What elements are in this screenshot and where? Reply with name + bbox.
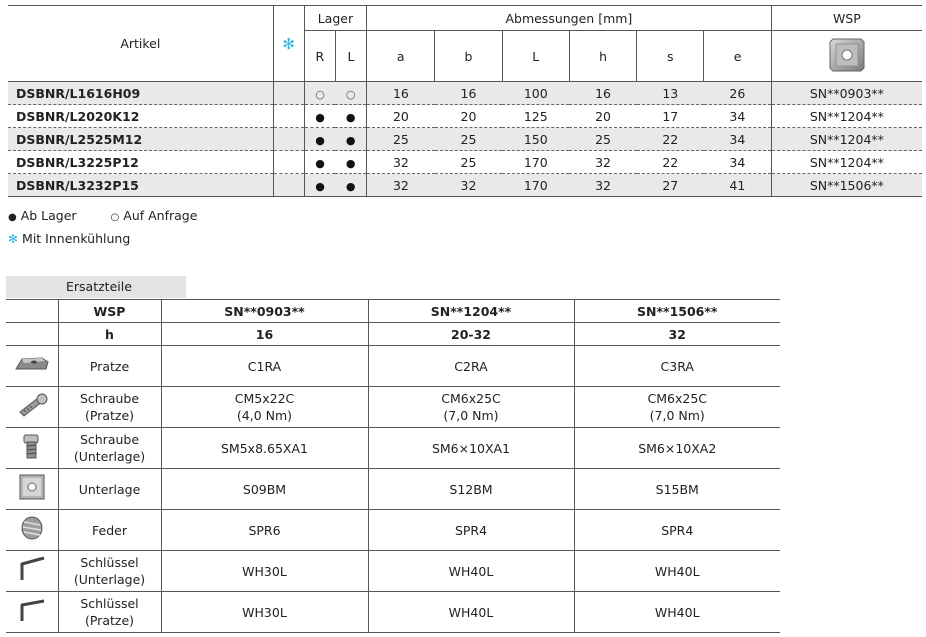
lager-r-status: ●: [315, 179, 325, 193]
dim-a: 32: [367, 174, 435, 197]
table-row: [8, 105, 922, 128]
dim-e: 26: [704, 82, 771, 105]
dim-s: 22: [637, 151, 704, 174]
part-value: S15BM: [574, 469, 780, 510]
insert-icon: [827, 35, 867, 75]
table-row: [8, 128, 922, 151]
part-value: SPR4: [574, 510, 780, 551]
dim-a: 25: [367, 128, 435, 151]
part-label-sub: (Pratze): [84, 408, 135, 423]
part-value: SM5x8.65XA1: [161, 428, 368, 469]
dim-b: 25: [435, 151, 502, 174]
dim-h: 16: [569, 82, 636, 105]
part-torque: (7,0 Nm): [443, 408, 499, 423]
column-wsp-1506: SN**1506**: [574, 300, 780, 323]
part-value: CM5x22C: [234, 391, 295, 406]
dim-a: 32: [367, 151, 435, 174]
table-row: [8, 82, 922, 105]
header-innenkuehlung-symbol: ✻: [282, 34, 295, 53]
column-h-1204: 20-32: [368, 323, 574, 346]
dim-h: 25: [569, 128, 636, 151]
legend-cooling: [8, 231, 130, 246]
part-label-sub: (Unterlage): [73, 449, 146, 464]
part-value: C3RA: [574, 346, 780, 387]
dim-b: 16: [435, 82, 502, 105]
artikel-cell: DSBNR/L2020K12: [8, 105, 273, 128]
dim-a: 20: [367, 105, 435, 128]
column-wsp-0903: SN**0903**: [161, 300, 368, 323]
lager-l-status: ●: [345, 156, 356, 170]
snowflake-icon: [273, 6, 304, 82]
artikel-cell: DSBNR/L3232P15: [8, 174, 273, 197]
dim-e: 34: [704, 128, 771, 151]
dim-e: 34: [704, 105, 771, 128]
ersatzteile-title: Ersatzteile: [6, 276, 186, 298]
part-value: CM6x25C: [647, 391, 707, 406]
wsp-cell: SN**1204**: [771, 105, 922, 128]
dim-s: 17: [637, 105, 704, 128]
part-value: WH30L: [161, 592, 368, 633]
header-dim-s: s: [637, 31, 704, 82]
legend-auf-anfrage: Auf Anfrage: [123, 208, 198, 223]
dim-L: 170: [502, 151, 569, 174]
clamp-icon: [12, 349, 52, 379]
legend-auf-anfrage-symbol: ○: [110, 212, 120, 223]
dim-L: 100: [502, 82, 569, 105]
part-value: WH40L: [368, 551, 574, 592]
wsp-cell: SN**1204**: [771, 128, 922, 151]
spare-parts-table: [6, 299, 780, 633]
part-label: Schlüssel: [80, 596, 139, 611]
table-row: [8, 151, 922, 174]
dim-e: 41: [704, 174, 771, 197]
part-value: WH40L: [368, 592, 574, 633]
legend-ab-lager-symbol: ●: [8, 212, 17, 223]
part-label-sub: (Pratze): [84, 613, 135, 628]
part-value: S12BM: [368, 469, 574, 510]
wsp-cell: SN**1506**: [771, 174, 922, 197]
lager-l-status: ●: [345, 179, 356, 193]
hex-key-icon: [12, 554, 52, 584]
snowflake-icon: ✻: [8, 232, 19, 246]
part-value: WH40L: [574, 551, 780, 592]
artikel-cell: DSBNR/L1616H09: [8, 82, 273, 105]
shim-screw-icon: [12, 431, 52, 461]
insert-image: [771, 31, 922, 82]
part-label: Schlüssel: [80, 555, 139, 570]
lager-r-status: ●: [315, 133, 325, 147]
part-value: C1RA: [161, 346, 368, 387]
header-lager-r: R: [304, 31, 335, 82]
hex-key-icon: [12, 595, 52, 625]
part-value: WH40L: [574, 592, 780, 633]
spring-icon: [12, 513, 52, 543]
legend-ab-lager: Ab Lager: [20, 208, 77, 223]
header-dim-b: b: [435, 31, 502, 82]
part-value: S09BM: [161, 469, 368, 510]
dim-a: 16: [367, 82, 435, 105]
dim-L: 170: [502, 174, 569, 197]
lager-l-status: ●: [345, 133, 356, 147]
part-torque: (4,0 Nm): [236, 408, 293, 423]
header-h: h: [58, 323, 161, 346]
dim-h: 32: [569, 151, 636, 174]
table-row: [8, 174, 922, 197]
header-dim-e: e: [704, 31, 771, 82]
dim-s: 13: [637, 82, 704, 105]
wsp-cell: SN**0903**: [771, 82, 922, 105]
table-row: [6, 592, 780, 633]
header-dim-a: a: [367, 31, 435, 82]
shim-icon: [12, 472, 52, 502]
part-label: Pratze: [89, 358, 130, 374]
part-torque: (7,0 Nm): [649, 408, 705, 423]
dim-b: 25: [435, 128, 502, 151]
lager-r-status: ●: [315, 156, 325, 170]
part-value: SPR6: [161, 510, 368, 551]
lager-r-status: ●: [315, 110, 325, 124]
header-dim-h: h: [569, 31, 636, 82]
table-row: [6, 469, 780, 510]
header-dim-L: L: [502, 31, 569, 82]
legend-stock: [8, 208, 197, 223]
dim-s: 22: [637, 128, 704, 151]
dim-b: 32: [435, 174, 502, 197]
lager-l-status: ○: [345, 87, 356, 101]
part-label: Unterlage: [78, 481, 141, 497]
part-label: Schraube: [79, 391, 140, 406]
part-value: WH30L: [161, 551, 368, 592]
dim-s: 27: [637, 174, 704, 197]
table-row: [6, 551, 780, 592]
header-wsp: WSP: [58, 300, 161, 323]
dim-L: 125: [502, 105, 569, 128]
wsp-cell: SN**1204**: [771, 151, 922, 174]
part-label: Feder: [92, 522, 127, 538]
header-lager: Lager: [304, 6, 366, 31]
header-wsp: WSP: [771, 6, 922, 31]
lager-r-status: ○: [315, 87, 325, 101]
dim-b: 20: [435, 105, 502, 128]
header-lager-l: L: [335, 31, 366, 82]
table-row: [6, 510, 780, 551]
lager-l-status: ●: [345, 110, 356, 124]
header-artikel: Artikel: [8, 6, 273, 82]
column-h-1506: 32: [574, 323, 780, 346]
table-row: [6, 346, 780, 387]
artikel-cell: DSBNR/L3225P12: [8, 151, 273, 174]
part-label-sub: (Unterlage): [73, 572, 146, 587]
dim-L: 150: [502, 128, 569, 151]
part-value: SM6×10XA1: [368, 428, 574, 469]
part-value: SM6×10XA2: [574, 428, 780, 469]
column-h-0903: 16: [161, 323, 368, 346]
table-row: [6, 428, 780, 469]
dim-h: 20: [569, 105, 636, 128]
artikel-cell: DSBNR/L2525M12: [8, 128, 273, 151]
part-value: SPR4: [368, 510, 574, 551]
part-value: C2RA: [368, 346, 574, 387]
dim-h: 32: [569, 174, 636, 197]
table-row: [6, 387, 780, 428]
column-wsp-1204: SN**1204**: [368, 300, 574, 323]
article-table: [8, 5, 922, 197]
dim-e: 34: [704, 151, 771, 174]
part-value: CM6x25C: [441, 391, 501, 406]
clamp-screw-icon: [12, 390, 52, 420]
legend-innenkuehlung: Mit Innenkühlung: [22, 231, 131, 246]
part-label: Schraube: [79, 432, 140, 447]
header-abmessungen: Abmessungen [mm]: [367, 6, 772, 31]
